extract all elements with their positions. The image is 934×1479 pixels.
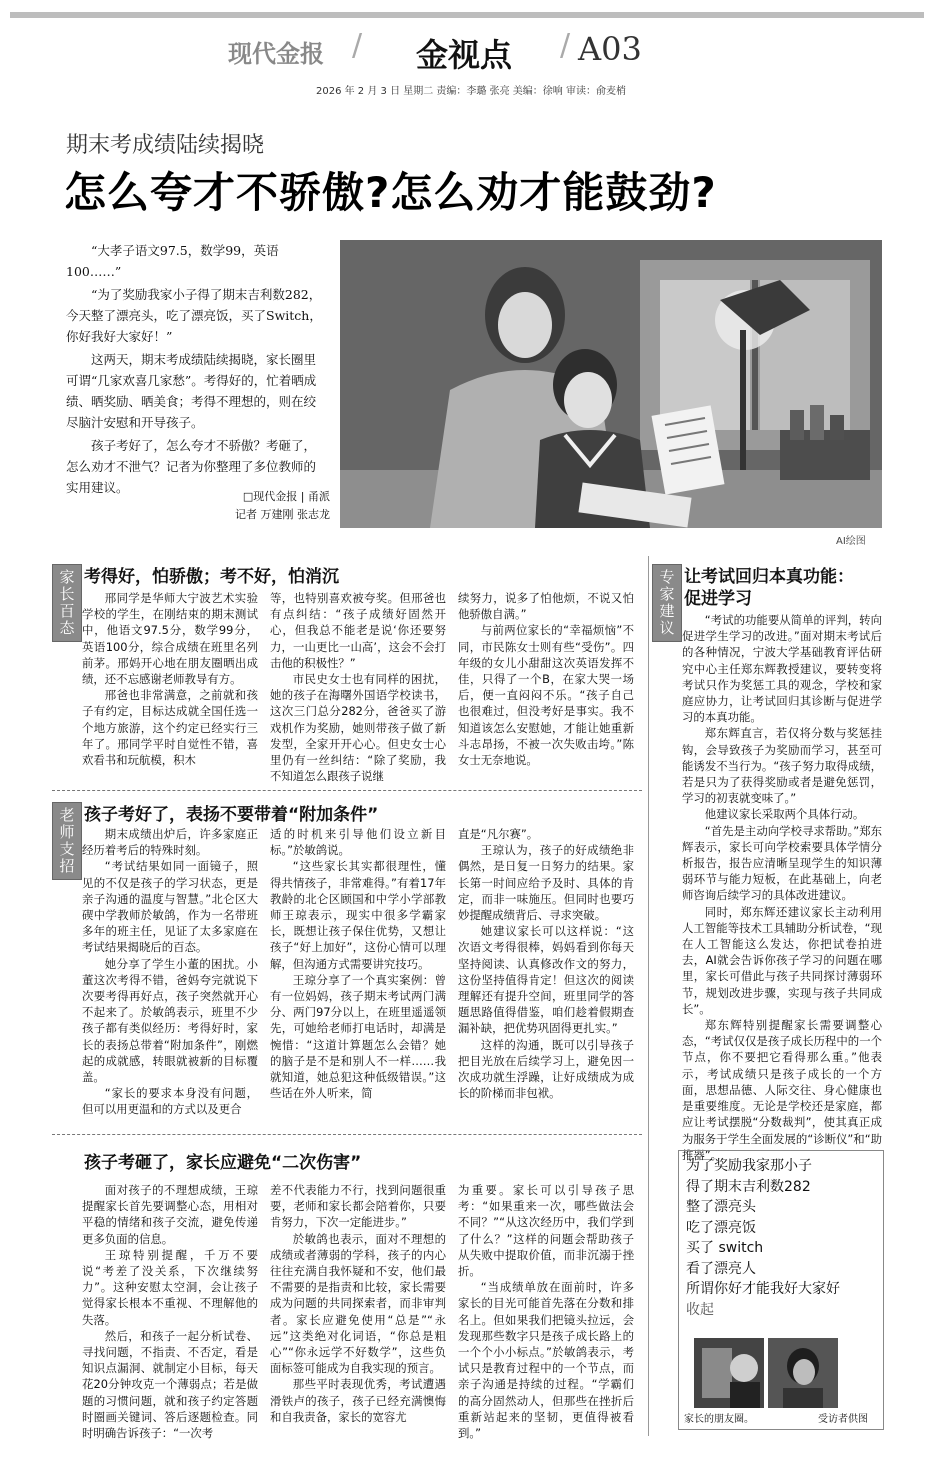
paragraph: 市民史女士也有同样的困扰，她的孩子在海曙外国语学校读书，这次三门总分282分，爸爸买了游戏机作为奖励，她则带孩子做了新发型，全家开开心心。但史女士心里仍有一丝纠结：“除了奖励，我不知道怎么跟孩子说继 — [270, 672, 446, 784]
paragraph: 郑东辉特别提醒家长需要调整心态，“考试仅仅是孩子成长历程中的一个节点，你不要把它看得那么重。”他表示，考试成绩只是孩子成长的一个方面，思想品德、人际交往、身心健康也是重要维度。无论是学校还是家庭，都应让考试摆脱“分数裁判”，使其真正成为服务于学生全面发展的“诊断仪”和“助推器”。 — [682, 1018, 882, 1162]
paragraph: “这些家长其实都很理性，懂得共情孩子，非常难得。”有着17年教龄的北仑区顾国和中学小学部教师王琼表示，现实中很多学霸家长，既想让孩子保住优势，又想让孩子“好上加好”，这份心情可以理解，但沟通方式需要讲究技巧。 — [270, 859, 446, 971]
section-title-failed: 孩子考砸了，家长应避免“二次伤害” — [84, 1153, 362, 1173]
paragraph: 面对孩子的不理想成绩，王琼提醒家长首先要调整心态，用相对平稳的情绪和孩子交流，避免传递更多负面的信息。 — [82, 1183, 258, 1246]
article-column — [458, 590, 634, 768]
lead-paragraph: 这两天，期末考成绩陆续揭晓，家长圈里可谓“几家欢喜几家愁”。考得好的，忙着晒成绩、晒奖励、晒美食；考得不理想的，则在绞尽脑汁安慰和开导孩子。 — [66, 352, 317, 430]
paragraph: 那些平时表现优秀，考试遭遇滑铁卢的孩子，孩子已经充满懊悔和自我责备，家长的宽容尤 — [270, 1377, 446, 1424]
paragraph: 邢同学是华师大宁波艺术实验学校的学生，在刚结束的期末测试中，他语文97.5分，数学99分，英语100分，综合成绩在班里名列前茅。邢妈开心地在朋友圈晒出成绩，还不忘感谢老师教导有方。 — [82, 591, 258, 687]
tag-char: 态 — [59, 619, 75, 637]
tag-char: 支 — [59, 840, 75, 858]
section-name: 金视点 — [416, 36, 513, 74]
post-line: 买了 switch — [686, 1240, 764, 1256]
paragraph: 续努力，说多了怕他烦，不说又怕他骄傲自满。” — [458, 591, 634, 622]
top-rule — [10, 12, 924, 18]
column-divider — [648, 556, 649, 1436]
section-tag-expert — [652, 564, 682, 642]
lead-paragraph: 孩子考好了，怎么夸才不骄傲？考砸了，怎么劝才不泄气？记者为你整理了多位教师的实用建议。 — [66, 438, 317, 495]
tag-char: 建 — [659, 602, 675, 620]
lead-paragraph: “为了奖励我家小子得了期末吉利数282，今天整了漂亮头，吃了漂亮饭，买了Switch，你好我好大家好！” — [66, 287, 322, 344]
section-divider — [52, 790, 642, 791]
collapse-link[interactable]: 收起 — [686, 1301, 714, 1318]
section-divider — [52, 1134, 642, 1135]
tag-char: 师 — [59, 823, 75, 841]
paragraph: “考试结果如同一面镜子，照见的不仅是孩子的学习状态，更是亲子沟通的温度与智慧。”北仑区大碶中学教师於敏鸽，作为一名带班多年的班主任，见证了太多家庭在考试结果揭晓后的百态。 — [82, 859, 258, 955]
paragraph: 郑东辉直言，若仅将分数与奖惩挂钩，会导致孩子为奖励而学习，甚至可能诱发不当行为。“孩子努力取得成绩，若是只为了获得奖励或者是避免惩罚，学习的初衷就变味了。” — [682, 726, 882, 806]
tag-char: 专 — [659, 568, 675, 586]
paragraph: 邢爸也非常满意，之前就和孩子有约定，目标达成就全国任选一个地方旅游，这个约定已经实行三年了。邢同学平时自觉性不错，喜欢看书和玩航模，积木 — [82, 688, 258, 768]
tag-char: 长 — [59, 585, 75, 603]
paragraph: 等，也特别喜欢被夸奖。但邢爸也有点纠结：“孩子成绩好固然开心，但我总不能老是说‘你还要努力，一山更比一山高’，这会不会打击他的积极性？” — [270, 591, 446, 670]
section-title-teachers: 孩子考好了，表扬不要带着“附加条件” — [84, 805, 379, 825]
moments-post-text — [686, 1156, 882, 1320]
paragraph: 为重要。家长可以引导孩子思考：“如果重来一次，哪些做法会不同？”“从这次经历中，我们学到了什么？”这样的问题会帮助孩子从失败中提取价值，而非沉溺于挫折。 — [458, 1183, 634, 1279]
article-column — [82, 826, 258, 1118]
section-title-parents: 考得好，怕骄傲；考不好，怕消沉 — [84, 567, 339, 587]
moments-photo — [768, 1338, 838, 1408]
article-column — [682, 612, 882, 1163]
paragraph: 然后，和孩子一起分析试卷、寻找问题，不指责、不否定，看是知识点漏洞、就制定小目标，每天花20分钟攻克一个薄弱点；若是做题的习惯问题，就和孩子约定答题时圈画关键词、答后逐题检查。同时明确告诉孩子：“一次考 — [82, 1328, 258, 1441]
page-title: 怎么夸才不骄傲?怎么劝才能鼓劲? — [64, 168, 717, 217]
masthead — [0, 28, 934, 76]
page-number: A03 — [578, 30, 642, 68]
masthead-slash: / — [560, 28, 571, 63]
paragraph: 与前两位家长的“幸福烦恼”不同，市民陈女士则有些“受伤”。四年级的女儿小甜甜这次英语发挥不佳，只得了一个B，在家大哭一场后，便一直闷闷不乐。“孩子自己也很难过，但没考好是事实。我不知道该怎么安慰她，才能让她重新斗志昂扬，不被一次失败击垮。”陈女士无奈地说。 — [458, 623, 634, 768]
tag-char: 招 — [59, 857, 75, 875]
dateline: 2026 年 2 月 3 日 星期二 责编：李璐 张亮 美编：徐响 审读：俞麦梢 — [316, 86, 626, 97]
paragraph: “首先是主动向学校寻求帮助。”郑东辉表示，家长可向学校索要具体学情分析报告，报告应清晰呈现学生的知识薄弱环节与能力短板，在此基础上，向老师咨询后续学习的具体改进建议。 — [682, 823, 882, 903]
paragraph: 这样的沟通，既可以引导孩子把目光放在后续学习上，避免因一次成功就生浮躁，让好成绩成为成长的阶梯而非包袱。 — [458, 1037, 634, 1101]
section-tag-teachers — [52, 802, 82, 880]
post-line: 整了漂亮头 — [686, 1199, 756, 1215]
section-title-expert-line2: 促进学习 — [684, 589, 752, 609]
photo-caption-right: 受访者供图 — [818, 1414, 868, 1425]
tag-char: 家 — [59, 568, 75, 586]
article-column — [82, 1182, 258, 1441]
paragraph: 王琼特别提醒，千万不要说“考差了没关系，下次继续努力”。这种安慰太空洞，会让孩子觉得家长根本不重视、不理解他的失落。 — [82, 1247, 258, 1327]
paragraph: “考试的功能要从简单的评判，转向促进学生学习的改进。”面对期末考试后的各种情况，宁波大学基础教育评估研究中心主任郑东辉教授建议，要转变将考试只作为奖惩工具的观念，学校和家庭应协力，让考试回归其诊断与促进学习的本真功能。 — [682, 613, 882, 725]
paragraph: 同时，郑东辉还建议家长主动利用人工智能等技术工具辅助分析试卷，“现在人工智能这么发达，你把试卷拍进去，AI就会告诉你孩子学习的问题在哪里，家长可借此与孩子共同探讨薄弱环节，规划改进步骤，实现与孩子共同成长”。 — [682, 904, 882, 1016]
tag-char: 家 — [659, 585, 675, 603]
post-line: 看了漂亮人 — [686, 1260, 756, 1277]
tag-char: 百 — [59, 602, 75, 620]
tag-char: 老 — [59, 806, 75, 824]
article-column — [82, 590, 258, 768]
paragraph: 王琼认为，孩子的好成绩绝非偶然，是日复一日努力的结果。家长第一时间应给予及时、具体的肯定，而非一味施压。但同时也要巧妙提醒成绩背后、寻求突破。 — [458, 843, 634, 923]
post-line: 吃了漂亮饭 — [686, 1219, 756, 1236]
paragraph: “当成绩单放在面前时，许多家长的目光可能首先落在分数和排名上。但如果我们把镜头拉远，会发现那些数字只是孩子成长路上的一个个小小标点。”於敏鸽表示，考试只是教育过程中的一个节点，而亲子沟通是持续的过程。“学霸们的高分固然动人，但那些在挫折后重新站起来的坚韧，更值得被看到。” — [458, 1280, 634, 1441]
lead-paragraph: “大孝子语文97.5，数学99，英语100……” — [66, 243, 279, 279]
article-column — [458, 826, 634, 1101]
kicker: 期末考成绩陆续揭晓 — [66, 133, 265, 158]
article-column — [270, 826, 446, 1101]
lead-text — [66, 240, 328, 500]
section-tag-parents — [52, 564, 82, 642]
paragraph: 他建议家长采取两个具体行动。 — [704, 807, 865, 822]
byline-reporters: 记者 万建刚 张志龙 — [235, 508, 330, 521]
tag-char: 议 — [659, 619, 675, 637]
photo-caption: AI绘图 — [836, 536, 866, 547]
article-column — [270, 590, 446, 784]
paper-name: 现代金报 — [228, 40, 324, 68]
paragraph: 期末成绩出炉后，许多家庭正经历着考后的特殊时刻。 — [82, 827, 258, 858]
paragraph: 她建议家长可以这样说：“这次语文考得很棒，妈妈看到你每天坚持阅读、认真修改作文的努力，这份坚持值得肯定！但这次的阅读理解还有提升空间，班里同学的答题思路值得借鉴，咱们趁着假期查漏补缺，把优势巩固得更扎实。” — [458, 924, 634, 1036]
section-title-expert-line1: 让考试回归本真功能： — [684, 567, 854, 587]
post-line: 为了奖励我家那小子 — [686, 1158, 812, 1174]
article-column — [270, 1182, 446, 1425]
paragraph: 她分享了学生小董的困扰。小董这次考得不错，爸妈夸完就说下次要考得再好点，孩子突然就开心不起来了。於敏鸽表示，班里不少孩子都有类似经历：考得好时，家长的表扬总带着“附加条件”，刚燃起的成就感，转眼就被新的目标覆盖。 — [82, 956, 258, 1085]
photo-caption-left: 家长的朋友圈。 — [684, 1414, 754, 1425]
post-line: 所谓你好才能我好大家好 — [686, 1281, 840, 1297]
paragraph: “家长的要求本身没有问题，但可以用更温和的方式以及更合 — [82, 1086, 258, 1117]
paragraph: 王琼分享了一个真实案例：曾有一位妈妈，孩子期末考试两门满分、两门97分以上，在班里遥遥领先，可她给老师打电话时，却满是惋惜：“这道计算题怎么会错？她的脑子是不是和别人不一样……我就知道，她总犯这种低级错误。”这些话在外人听来，简 — [270, 972, 446, 1101]
paragraph: 差不代表能力不行，找到问题很重要，老师和家长都会陪着你，只要肯努力，下次一定能进步。” — [270, 1183, 446, 1230]
article-column — [458, 1182, 634, 1441]
moments-photo — [694, 1338, 764, 1408]
byline-source: □现代金报 | 甬派 — [242, 490, 330, 503]
paragraph: 适的时机来引导他们设立新目标。”於敏鸽说。 — [270, 827, 446, 858]
paragraph: 於敏鸽也表示，面对不理想的成绩或者薄弱的学科，孩子的内心往往充满自我怀疑和不安，他们最不需要的是指责和比较，家长需要成为问题的共同探索者，而非审判者。家长应避免使用“总是”“永远”这类绝对化词语，“你总是粗心”“你永远学不好数学”，这些负面标签可能成为自我实现的预言。 — [270, 1231, 446, 1376]
masthead-slash: / — [352, 28, 363, 63]
paragraph: 直是“凡尔赛”。 — [458, 827, 539, 841]
post-line: 得了期末吉利数282 — [686, 1178, 811, 1195]
ai-illustration — [340, 240, 882, 528]
